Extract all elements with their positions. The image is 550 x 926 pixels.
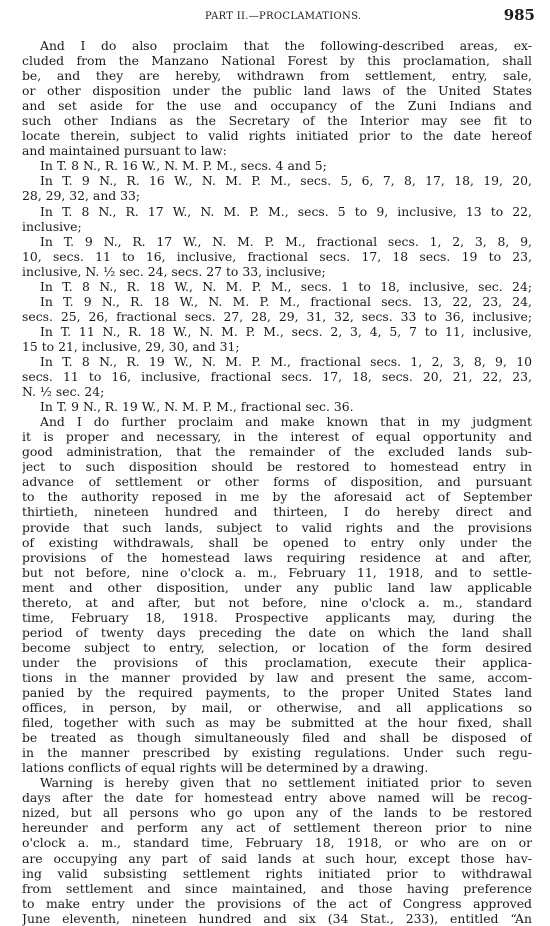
text-line: days after the date for homestead entry above named will be recog- xyxy=(22,790,532,806)
text-line: it is proper and necessary, in the interest of equal opportunity and xyxy=(22,429,532,445)
text-line: under the provisions of this proclamation, execute their applica- xyxy=(22,654,532,670)
text-line: in the manner prescribed by existing regulations. Under such regu- xyxy=(22,745,532,761)
text-line: become subject to entry, selection, or location of the form desired xyxy=(22,639,532,655)
page-number: 985 xyxy=(503,6,535,24)
text-line: 15 to 21, inclusive, 29, 30, and 31; xyxy=(22,338,240,354)
text-line: thereto, at and after, but not before, nine o'clock a. m., standard xyxy=(22,594,532,610)
text-line: tions in the manner provided by law and present the same, accom- xyxy=(22,669,532,685)
text-line: time, February 18, 1918. Prospective applicants may, during the xyxy=(22,609,532,625)
text-line: provisions of the homestead laws requiring residence at and after, xyxy=(22,549,532,565)
text-line: In T. 9 N., R. 16 W., N. M. P. M., secs. 5, 6, 7, 8, 17, 18, 19, 20, xyxy=(40,173,532,189)
text-line: And I do further proclaim and make known that in my judgment xyxy=(40,414,532,430)
text-line: or other disposition under the public land laws of the United States xyxy=(22,83,532,99)
text-line: And I do also proclaim that the following-described areas, ex- xyxy=(40,38,532,53)
text-line: N. ½ sec. 24; xyxy=(22,384,105,400)
text-line: are occupying any part of said lands at such hour, except those hav- xyxy=(22,850,532,866)
text-line: locate therein, subject to valid rights initiated prior to the date hereof xyxy=(22,128,532,144)
text-line: such other Indians as the Secretary of the Interior may see fit to xyxy=(22,113,532,129)
text-line: 10, secs. 11 to 16, inclusive, fractional secs. 17, 18 secs. 19 to 23, xyxy=(22,248,532,264)
text-line: to make entry under the provisions of the act of Congress approved xyxy=(22,895,532,911)
text-line: but not before, nine o'clock a. m., February 11, 1918, and to settle- xyxy=(22,564,532,580)
text-line: offices, in person, by mail, or otherwise, and all applications so xyxy=(22,700,532,716)
text-line: of existing withdrawals, shall be opened to entry only under the xyxy=(22,534,532,550)
text-line: be, and they are hereby, withdrawn from settlement, entry, sale, xyxy=(22,68,532,84)
text-line: inclusive, N. ½ sec. 24, secs. 27 to 33, inclusive; xyxy=(22,263,326,279)
text-line: nized, but all persons who go upon any of the lands to be restored xyxy=(22,805,532,821)
proclamation-body-text xyxy=(22,38,532,926)
text-line: In T. 8 N., R. 18 W., N. M. P. M., secs. 1 to 18, inclusive, sec. 24; xyxy=(40,278,532,294)
text-line: cluded from the Manzano National Forest by this proclamation, shall xyxy=(22,53,532,69)
text-line: In T. 8 N., R. 16 W., N. M. P. M., secs. 4 and 5; xyxy=(40,158,327,174)
text-line: In T. 9 N., R. 19 W., N. M. P. M., fractional sec. 36. xyxy=(40,399,354,415)
text-line: filed, together with such as may be submitted at the hour fixed, shall xyxy=(22,715,532,731)
text-line: 28, 29, 32, and 33; xyxy=(22,188,141,204)
text-line: inclusive; xyxy=(22,218,82,234)
text-line: In T. 11 N., R. 18 W., N. M. P. M., secs. 2, 3, 4, 5, 7 to 11, inclusive, xyxy=(40,323,532,339)
text-line: hereunder and perform any act of settlement thereon prior to nine xyxy=(22,820,532,836)
text-line: In T. 8 N., R. 17 W., N. M. P. M., secs. 5 to 9, inclusive, 13 to 22, xyxy=(40,203,532,219)
text-line: to the authority reposed in me by the aforesaid act of September xyxy=(22,489,532,505)
text-line: panied by the required payments, to the proper United States land xyxy=(22,685,532,701)
text-line: ment and other disposition, under any public land law applicable xyxy=(22,579,532,595)
text-line: period of twenty days preceding the date on which the land shall xyxy=(22,624,532,640)
text-line: secs. 25, 26, fractional secs. 27, 28, 29, 31, 32, secs. 33 to 36, inclusive; xyxy=(22,308,532,324)
text-line: and maintained pursuant to law: xyxy=(22,143,227,159)
text-line: and set aside for the use and occupancy of the Zuni Indians and xyxy=(22,98,532,114)
text-line: from settlement and since maintained, and those having preference xyxy=(22,880,532,896)
text-line: lations conflicts of equal rights will be determined by a drawing. xyxy=(22,760,429,776)
text-line: provide that such lands, subject to valid rights and the provisions xyxy=(22,519,532,535)
text-line: good administration, that the remainder of the excluded lands sub- xyxy=(22,444,532,460)
text-line: June eleventh, nineteen hundred and six (34 Stat., 233), entitled “An xyxy=(22,910,532,926)
text-line: In T. 8 N., R. 19 W., N. M. P. M., fractional secs. 1, 2, 3, 8, 9, 10 xyxy=(40,353,532,369)
text-line: In T. 9 N., R. 18 W., N. M. P. M., fractional secs. 13, 22, 23, 24, xyxy=(40,293,532,309)
running-head xyxy=(20,6,540,26)
section-title: PART II.—PROCLAMATIONS. xyxy=(205,11,362,22)
text-line: secs. 11 to 16, inclusive, fractional secs. 17, 18, secs. 20, 21, 22, 23, xyxy=(22,369,532,385)
text-line: Warning is hereby given that no settlement initiated prior to seven xyxy=(40,775,532,791)
text-line: In T. 9 N., R. 17 W., N. M. P. M., fractional secs. 1, 2, 3, 8, 9, xyxy=(40,233,532,249)
text-line: be treated as though simultaneously filed and shall be disposed of xyxy=(22,730,532,746)
text-line: advance of settlement or other forms of disposition, and pursuant xyxy=(22,474,532,490)
text-line: ing valid subsisting settlement rights initiated prior to withdrawal xyxy=(22,865,532,881)
text-line: thirtieth, nineteen hundred and thirteen, I do hereby direct and xyxy=(22,504,532,520)
text-line: o'clock a. m., standard time, February 18, 1918, or who are on or xyxy=(22,835,532,851)
text-line: ject to such disposition should be restored to homestead entry in xyxy=(22,459,532,475)
